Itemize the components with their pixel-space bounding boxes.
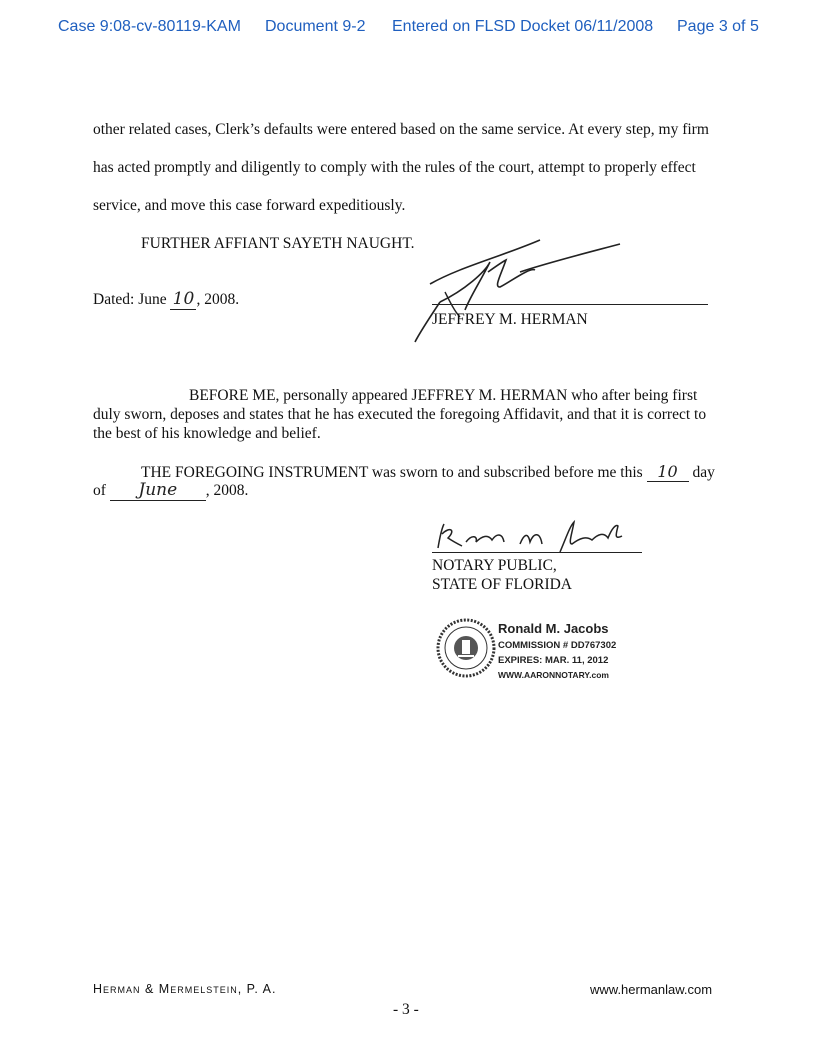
firm-website: www.hermanlaw.com	[590, 982, 713, 997]
commission-expiry: EXPIRES: MAR. 11, 2012	[498, 655, 609, 666]
foregoing-line: THE FOREGOING INSTRUMENT was sworn to and subscribed before me this 10 day	[141, 462, 715, 481]
docket-entry: Entered on FLSD Docket 06/11/2008	[392, 18, 654, 35]
notary-signature	[432, 518, 642, 554]
commission-number: COMMISSION # DD767302	[498, 640, 617, 651]
notary-seal	[436, 618, 496, 678]
page-indicator: Page 3 of 5	[677, 18, 759, 35]
dated-line: Dated: June 10 , 2008.	[93, 289, 240, 309]
notary-name: Ronald M. Jacobs	[498, 621, 609, 636]
document-number: Document 9-2	[265, 18, 366, 35]
handwritten-day: 10	[170, 290, 196, 310]
affiant-signature	[410, 232, 635, 347]
paragraph-line: service, and move this case forward expeditiously.	[93, 197, 406, 214]
signature-line	[432, 304, 708, 305]
paragraph-line: has acted promptly and diligently to comply with the rules of the court, attempt to properly effect	[93, 159, 696, 176]
handwritten-month: June	[110, 481, 206, 501]
notary-title: NOTARY PUBLIC,	[432, 557, 557, 574]
jurat-line: duly sworn, deposes and states that he has executed the foregoing Affidavit, and that it is correct to	[93, 406, 707, 423]
paragraph-line: other related cases, Clerk’s defaults were entered based on the same service. At every step, my firm	[93, 121, 709, 138]
page-number: - 3 -	[393, 1001, 419, 1018]
case-number: Case 9:08-cv-80119-KAM	[58, 18, 241, 35]
handwritten-day-number: 10	[647, 462, 689, 482]
stamp-website: WWW.AARONNOTARY.com	[498, 670, 609, 680]
further-affiant: FURTHER AFFIANT SAYETH NAUGHT.	[141, 235, 415, 252]
firm-name: Herman & Mermelstein, P. A.	[93, 982, 277, 996]
affiant-name: JEFFREY M. HERMAN	[432, 311, 588, 328]
jurat-line: BEFORE ME, personally appeared JEFFREY M. HERMAN who after being first	[189, 387, 698, 404]
notary-signature-line	[432, 552, 642, 553]
notary-state: STATE OF FLORIDA	[432, 576, 572, 593]
jurat-line: the best of his knowledge and belief.	[93, 425, 321, 442]
of-month-line: of June , 2008.	[93, 480, 249, 500]
